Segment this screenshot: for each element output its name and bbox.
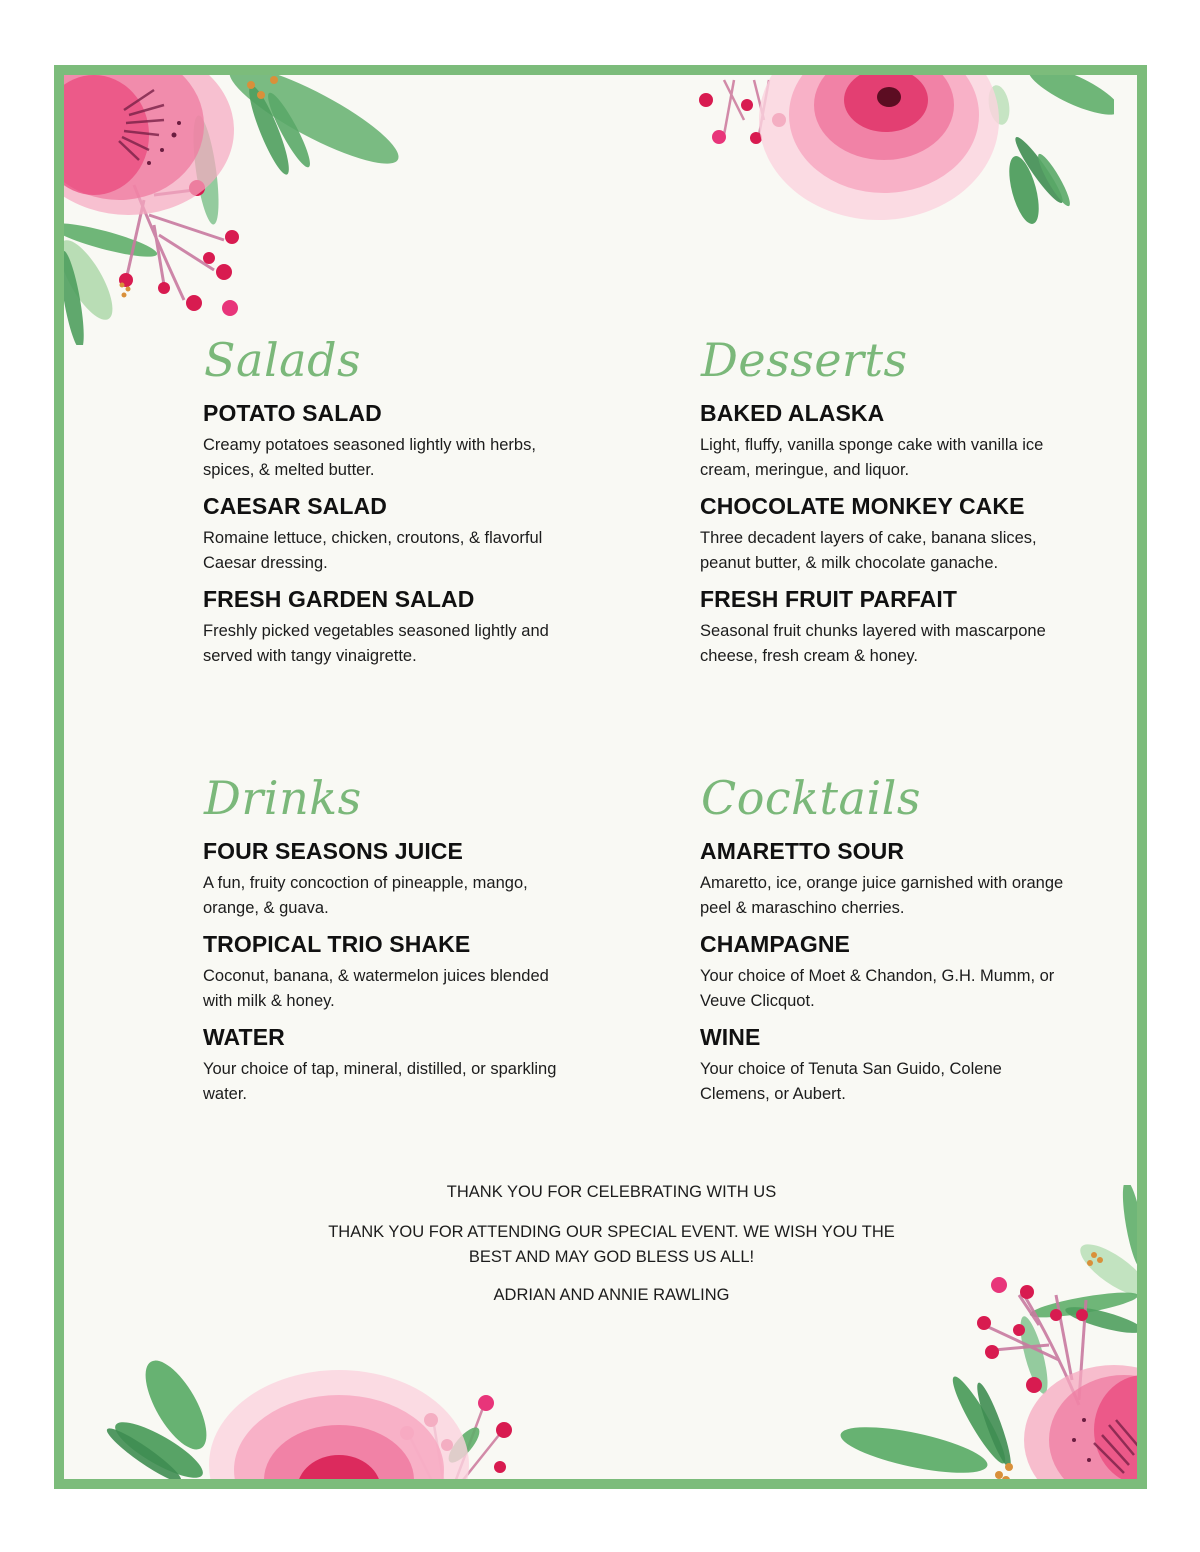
menu-item-name: POTATO SALAD [203,400,382,426]
menu-item-description: Your choice of Moet & Chandon, G.H. Mumm, or Veuve Clicquot. [700,967,1055,1010]
menu-item [700,929,1120,1014]
floral-top-left-decoration [64,75,424,345]
footer-thank-you-text: THANK YOU FOR ATTENDING OUR SPECIAL EVENT. WE WISH YOU THE BEST AND MAY GOD BLESS US ALL! [328,1223,895,1266]
menu-item-name: WINE [700,1024,761,1050]
section-title: Drinks [204,771,362,825]
menu-item-name: CAESAR SALAD [203,493,387,519]
footer-message [304,1180,919,1308]
menu-item-description: Your choice of tap, mineral, distilled, or sparkling water. [203,1060,557,1103]
menu-item-name: FOUR SEASONS JUICE [203,838,463,864]
menu-item [700,1022,1120,1107]
menu-item-name: BAKED ALASKA [700,400,885,426]
footer-heading: THANK YOU FOR CELEBRATING WITH US [446,1183,777,1201]
menu-item-description: Your choice of Tenuta San Guido, Colene Clemens, or Aubert. [700,1060,1002,1103]
menu-item-description: Three decadent layers of cake, banana slices, peanut butter, & milk chocolate ganache. [700,529,1037,572]
menu-item-name: WATER [203,1024,285,1050]
menu-item-name: FRESH FRUIT PARFAIT [700,586,958,612]
menu-item [203,584,603,669]
menu-item-name: TROPICAL TRIO SHAKE [203,931,471,957]
section-title: Cocktails [701,771,921,825]
menu-item-description: A fun, fruity concoction of pineapple, mango, orange, & guava. [203,874,528,917]
menu-item [203,836,603,921]
menu-item [700,491,1120,576]
menu-item [203,398,603,483]
menu-item [203,491,603,576]
rose-icon [684,75,1114,275]
menu-item-description: Romaine lettuce, chicken, croutons, & flavorful Caesar dressing. [203,529,543,572]
section-cocktails [700,768,1120,1115]
section-title: Salads [204,333,362,387]
footer-signature: ADRIAN AND ANNIE RAWLING [493,1286,730,1304]
menu-item [203,929,603,1014]
menu-item-description: Creamy potatoes seasoned lightly with herbs, spices, & melted butter. [203,436,536,479]
section-title: Desserts [701,333,908,387]
menu-item-name: AMARETTO SOUR [700,838,905,864]
rose-icon [104,1345,524,1485]
section-salads [203,330,603,677]
menu-item-description: Amaretto, ice, orange juice garnished with orange peel & maraschino cherries. [700,874,1064,917]
section-drinks [203,768,603,1115]
floral-top-right-decoration [684,75,1114,275]
floral-bottom-left-decoration [104,1345,524,1485]
menu-item [700,584,1120,669]
section-desserts [700,330,1120,677]
menu-item-name: FRESH GARDEN SALAD [203,586,475,612]
flower-icon [64,75,424,345]
menu-card [54,65,1147,1489]
menu-item-description: Seasonal fruit chunks layered with mascarpone cheese, fresh cream & honey. [700,622,1046,665]
menu-item [203,1022,603,1107]
menu-item [700,836,1120,921]
menu-item-description: Freshly picked vegetables seasoned lightly and served with tangy vinaigrette. [203,622,549,665]
menu-item-description: Coconut, banana, & watermelon juices blended with milk & honey. [203,967,549,1010]
menu-item-name: CHAMPAGNE [700,931,850,957]
menu-item-name: CHOCOLATE MONKEY CAKE [700,493,1025,519]
menu-item-description: Light, fluffy, vanilla sponge cake with vanilla ice cream, meringue, and liquor. [700,436,1044,479]
menu-item [700,398,1120,483]
